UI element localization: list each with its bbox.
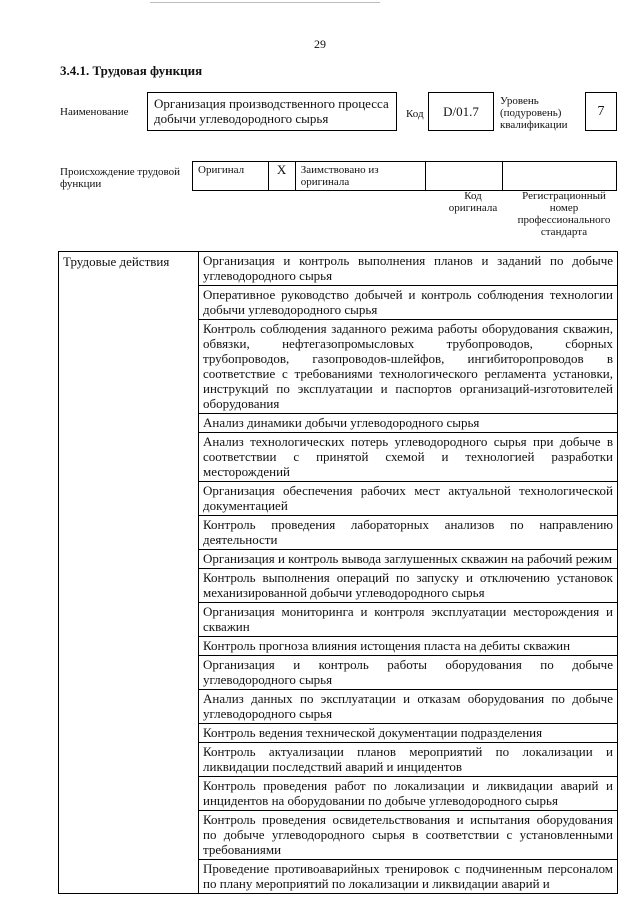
original-code-cell [425,162,503,191]
original-code-caption: Код оригинала [448,190,498,214]
labor-action-item: Организация и контроль вывода заглушенных скважин на рабочий режим [199,550,618,569]
code-label: Код [406,108,424,120]
table-row [59,252,618,286]
labor-action-item: Анализ динамики добычи углеводородного сырья [199,414,618,433]
labor-action-item: Контроль прогноза влияния истощения пласта на дебиты скважин [199,637,618,656]
scan-top-line [150,2,380,3]
labor-action-item: Анализ данных по эксплуатации и отказам оборудования по добыче углеводородного сырья [199,690,618,724]
labor-action-item: Контроль соблюдения заданного режима работы оборудования скважин, обвязки, нефтегазопромысловых трубопроводов, сборных трубопроводов, газопроводов-шлейфов, ингибиторопроводов в соответствие с требованиями технологического регламента установки, инструкций по эксплуатации и паспортов организаций-изготовителей оборудования [199,320,618,414]
labor-action-item: Проведение противоаварийных тренировок с подчиненным персоналом по плану мероприятий по локализации и ликвидации аварий и [199,860,618,894]
qualification-level-label: Уровень (подуровень) квалификации [500,95,568,131]
labor-actions-label: Трудовые действия [59,252,199,894]
origin-label: Происхождение трудовой функции [60,166,181,190]
labor-action-item: Оперативное руководство добычей и контроль соблюдения технологии добычи углеводородного сырья [199,286,618,320]
registration-number-caption: Регистрационный номер профессионального стандарта [517,190,611,238]
labor-actions-table [58,251,618,894]
qualification-level-field: 7 [585,92,617,131]
registration-number-cell [503,162,617,191]
original-mark: X [268,162,295,191]
labor-action-item: Организация обеспечения рабочих мест актуальной технологической документацией [199,482,618,516]
labor-action-item: Контроль актуализации планов мероприятий по локализации и ликвидации последствий аварий и инцидентов [199,743,618,777]
labor-action-item: Контроль ведения технической документации подразделения [199,724,618,743]
page-number: 29 [314,37,326,51]
function-code-field: D/01.7 [428,92,494,131]
origin-table [192,161,617,191]
labor-action-item: Организация мониторинга и контроля эксплуатации месторождения и скважин [199,603,618,637]
labor-action-item: Контроль проведения лабораторных анализов по направлению деятельности [199,516,618,550]
labor-action-item: Организация и контроль работы оборудования по добыче углеводородного сырья [199,656,618,690]
original-label: Оригинал [193,162,269,191]
function-name-field: Организация производственного процесса добычи углеводородного сырья [147,92,397,131]
labor-action-item: Анализ технологических потерь углеводородного сырья при добыче в соответствии с принятой схемой и технологией разработки месторождений [199,433,618,482]
section-title: 3.4.1. Трудовая функция [60,63,203,78]
labor-action-item: Контроль проведения работ по локализации и ликвидации аварий и инцидентов на оборудовании по добыче углеводородного сырья [199,777,618,811]
labor-action-item: Контроль выполнения операций по запуску и отключению установок механизированной добычи углеводородного сырья [199,569,618,603]
name-label: Наименование [60,106,129,118]
labor-action-item: Контроль проведения освидетельствования и испытания оборудования по добыче углеводородного сырья в соответствии с установленными требованиями [199,811,618,860]
labor-action-item: Организация и контроль выполнения планов и заданий по добыче углеводородного сырья [199,252,618,286]
borrowed-label: Заимствовано из оригинала [295,162,425,191]
